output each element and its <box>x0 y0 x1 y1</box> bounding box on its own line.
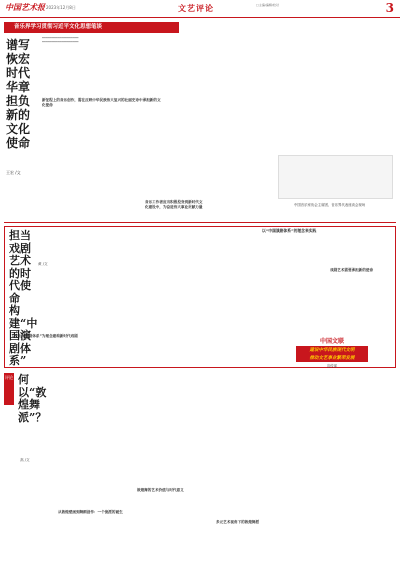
dunhuang-subheading-2: 敦煌舞的艺术价值与时代意义 <box>137 488 184 492</box>
drama-box-heading: 以“中国演剧体系”的理念来实践 <box>262 228 317 233</box>
event-photo <box>278 155 393 199</box>
section-title: 文艺评论 <box>178 3 214 13</box>
body-text-block: ━━━━━━━━━━━━━━━━━━━ ━━━━━━━━━━━━━━━━━━━ <box>42 36 79 45</box>
drama-article-subheading: 以“中国演剧体系”为理念建构新时代戏剧 <box>12 334 78 338</box>
ad-slogan-2: 推动文艺事业繁荣发展 <box>296 354 368 362</box>
top-article-author: 王宏 /文 <box>6 170 21 175</box>
cflac-ad <box>296 336 368 366</box>
top-article-subtitle: 新征程上的音乐创作，需在反映中华民族伟大复兴的壮丽史诗中承担新的文化使命 <box>42 98 161 107</box>
dunhuang-subheading-3: 多元艺术视角下的敦煌舞派 <box>216 520 260 524</box>
editor-credits: □主编/编辑/校对 <box>256 3 279 7</box>
dunhuang-article-title: 何以“敦煌舞派”？ <box>18 373 47 424</box>
masthead <box>0 0 400 18</box>
drama-article-author: 黄 /文 <box>38 262 48 266</box>
review-label: 评论 <box>4 373 14 405</box>
column-banner: 音乐界学习贯彻习近平文化思想笔谈 <box>4 22 179 33</box>
dunhuang-subheading-1: 从敦煌壁画到舞蹈创作：一个流派的诞生 <box>58 510 123 514</box>
drama-box-heading-2: 戏剧艺术需要承担新的使命 <box>330 268 374 272</box>
top-article-title: 谱写恢宏时代华章 担负新的文化使命 <box>6 38 31 150</box>
page-number: 3 <box>385 1 394 15</box>
drama-article-title: 担当戏剧艺术的时代使命 构建“中国演剧体系” <box>9 229 38 367</box>
newspaper-logo: 中国艺术报 <box>5 2 45 12</box>
ad-brand: 中国文联 <box>319 338 344 345</box>
issue-date: 2023年12月8日 <box>46 5 76 10</box>
ad-org: 宣传部 <box>326 364 338 368</box>
top-article-mid-subheading: 音乐工作者应当积极投身到新时代文化建设中，为奋进伟大事业贡献力量 <box>145 200 203 209</box>
dunhuang-article-author: 高 /文 <box>20 458 30 462</box>
photo-caption: 中国音乐家协会主席团、音乐界代表座谈会现场 <box>294 203 366 207</box>
ad-slogan-1: 建设中华民族现代文明 <box>296 346 368 354</box>
section-divider <box>4 222 396 223</box>
